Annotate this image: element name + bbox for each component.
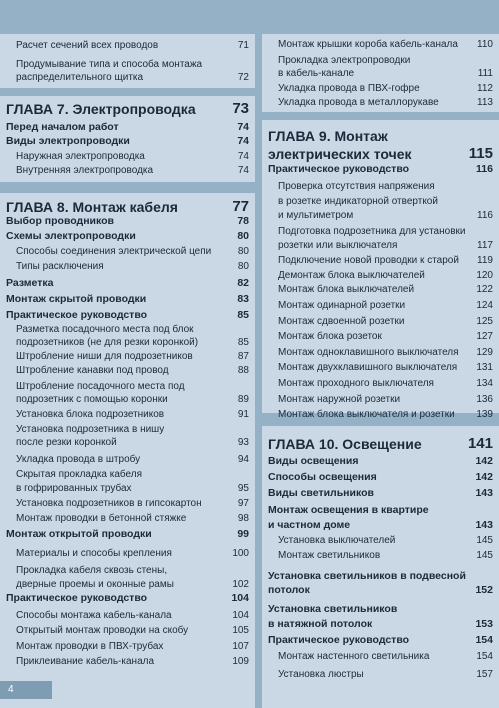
- toc-entry-page: 127: [476, 331, 493, 342]
- toc-entry-page: 82: [237, 277, 249, 289]
- toc-entry-page: 117: [477, 240, 493, 251]
- toc-entry-title: Виды электропроводки: [6, 134, 233, 149]
- toc-entry-title: Установка люстры: [278, 668, 472, 682]
- toc-entry-title: Монтаж блока розеток: [278, 330, 472, 344]
- toc-entry-page: 154: [476, 651, 493, 662]
- toc-entry-page: 100: [232, 548, 249, 559]
- toc-entry[interactable]: [262, 408, 499, 422]
- toc-entry[interactable]: [262, 650, 499, 664]
- toc-entry-title: Подключение новой проводки к старой: [278, 254, 473, 268]
- toc-entry-title: в кабель-канале: [278, 67, 474, 81]
- toc-entry[interactable]: [262, 549, 499, 563]
- toc-entry-title: Монтаж сдвоенной розетки: [278, 315, 472, 329]
- toc-section[interactable]: [0, 134, 255, 149]
- toc-chapter[interactable]: [262, 144, 499, 164]
- toc-entry-title: Укладка провода в ПВХ-гофре: [278, 82, 473, 96]
- toc-section[interactable]: [0, 591, 255, 606]
- toc-entry[interactable]: [0, 393, 255, 407]
- toc-entry-title: Монтаж проводки в бетонной стяжке: [16, 512, 234, 526]
- toc-entry-title: розетки или выключателя: [278, 239, 473, 253]
- toc-entry[interactable]: [0, 640, 255, 654]
- toc-entry[interactable]: [0, 323, 255, 337]
- toc-entry[interactable]: [262, 209, 499, 223]
- toc-entry[interactable]: [0, 423, 255, 437]
- toc-entry-page: 80: [237, 230, 249, 242]
- toc-entry-page: 122: [476, 284, 493, 295]
- toc-entry-page: 105: [232, 625, 249, 636]
- toc-entry[interactable]: [0, 164, 255, 178]
- toc-entry-page: 141: [467, 435, 493, 452]
- toc-entry[interactable]: [0, 624, 255, 638]
- toc-entry[interactable]: [262, 393, 499, 407]
- toc-entry[interactable]: [0, 436, 255, 450]
- toc-entry[interactable]: [0, 408, 255, 422]
- toc-entry-title: ГЛАВА 10. Освещение: [268, 434, 464, 454]
- toc-entry[interactable]: [0, 364, 255, 378]
- toc-entry-page: 142: [475, 471, 493, 483]
- toc-entry[interactable]: [262, 315, 499, 329]
- toc-entry-title: Установка блока подрозетников: [16, 408, 234, 422]
- toc-entry-title: Монтаж проводки в ПВХ-трубах: [16, 640, 228, 654]
- toc-entry-title: Монтаж одноклавишного выключателя: [278, 346, 472, 360]
- toc-entry-page: 116: [477, 210, 493, 221]
- toc-entry-page: 145: [476, 535, 493, 546]
- toc-entry[interactable]: [262, 283, 499, 297]
- toc-entry-page: 87: [237, 351, 249, 362]
- toc-entry-title: Практическое руководство: [268, 633, 471, 648]
- toc-section[interactable]: [0, 308, 255, 323]
- toc-entry-page: 113: [477, 97, 493, 108]
- toc-entry-page: 152: [475, 584, 493, 596]
- toc-section[interactable]: [0, 276, 255, 291]
- toc-entry-page: 110: [477, 39, 493, 50]
- toc-entry-title: Укладка провода в металлорукаве: [278, 96, 473, 110]
- toc-entry-title: распределительного щитка: [16, 71, 234, 85]
- toc-section[interactable]: [262, 569, 499, 584]
- toc-entry[interactable]: [0, 39, 255, 53]
- toc-entry[interactable]: [0, 336, 255, 350]
- toc-entry-page: 74: [237, 135, 249, 147]
- toc-section[interactable]: [0, 214, 255, 229]
- toc-entry-title: в гофрированных трубах: [16, 482, 234, 496]
- toc-entry[interactable]: [0, 453, 255, 467]
- toc-entry[interactable]: [0, 380, 255, 394]
- toc-entry-page: 145: [476, 550, 493, 561]
- toc-entry[interactable]: [0, 547, 255, 561]
- toc-entry[interactable]: [0, 245, 255, 259]
- toc-entry-title: в натяжной потолок: [268, 617, 471, 632]
- toc-entry-title: Перед началом работ: [6, 120, 233, 135]
- toc-entry[interactable]: [262, 195, 499, 209]
- toc-entry[interactable]: [262, 239, 499, 253]
- toc-entry-title: Монтаж освещения в квартире: [268, 504, 429, 516]
- toc-entry-title: Штробление ниши для подрозетников: [16, 350, 234, 364]
- toc-entry-title: дверные проемы и оконные рамы: [16, 578, 228, 592]
- toc-entry[interactable]: [262, 67, 499, 81]
- toc-entry-title: Виды освещения: [268, 454, 471, 469]
- toc-entry-page: 94: [237, 454, 249, 465]
- toc-entry-title: Практическое руководство: [6, 308, 233, 323]
- toc-entry[interactable]: [262, 96, 499, 110]
- toc-section[interactable]: [0, 292, 255, 307]
- toc-entry[interactable]: [0, 468, 255, 482]
- toc-entry-page: 97: [237, 498, 249, 509]
- toc-entry-title: Типы расключения: [16, 260, 234, 274]
- toc-entry-title: Прокладка электропроводки: [278, 55, 411, 66]
- toc-entry-page: 115: [468, 145, 493, 162]
- toc-entry[interactable]: [0, 71, 255, 85]
- toc-entry-title: Приклеивание кабель-канала: [16, 655, 228, 669]
- toc-entry-title: Проверка отсутствия напряжения: [278, 181, 435, 192]
- toc-entry[interactable]: [0, 350, 255, 364]
- toc-entry-title: и частном доме: [268, 518, 471, 533]
- toc-entry[interactable]: [0, 655, 255, 669]
- toc-entry-page: 129: [476, 347, 493, 358]
- toc-section[interactable]: [262, 617, 499, 632]
- toc-entry-page: 102: [232, 579, 249, 590]
- toc-entry-title: Установка подрозетников в гипсокартон: [16, 497, 234, 511]
- toc-entry-page: 71: [237, 40, 249, 51]
- toc-section[interactable]: [262, 602, 499, 617]
- toc-entry[interactable]: [262, 668, 499, 682]
- toc-entry-page: 142: [475, 455, 493, 467]
- toc-entry[interactable]: [0, 482, 255, 496]
- toc-section[interactable]: [0, 120, 255, 135]
- toc-entry-page: 112: [477, 83, 493, 94]
- toc-entry-page: 157: [476, 669, 493, 680]
- toc-entry-title: в розетке индикаторной отверткой: [278, 196, 438, 207]
- toc-entry-title: Подготовка подрозетника для установки: [278, 226, 466, 237]
- toc-entry-page: 109: [232, 656, 249, 667]
- toc-entry-page: 77: [232, 198, 249, 215]
- toc-chapter[interactable]: [0, 99, 255, 119]
- toc-entry-page: 143: [475, 519, 493, 531]
- toc-entry-title: Монтаж светильников: [278, 549, 472, 563]
- toc-entry-title: Монтаж настенного светильника: [278, 650, 472, 664]
- toc-entry-page: 80: [237, 261, 249, 272]
- toc-section[interactable]: [262, 503, 499, 518]
- toc-entry-title: Практическое руководство: [268, 162, 472, 177]
- toc-entry-page: 89: [237, 394, 249, 405]
- toc-entry-page: 78: [237, 215, 249, 227]
- toc-entry-title: Схемы электропроводки: [6, 229, 233, 244]
- toc-entry-title: Способы освещения: [268, 470, 471, 485]
- page-number: 4: [0, 681, 52, 699]
- toc-entry-title: Монтаж блока выключателей: [278, 283, 472, 297]
- toc-entry-title: ГЛАВА 9. Монтаж: [268, 128, 388, 144]
- toc-entry[interactable]: [0, 497, 255, 511]
- toc-entry-title: Разметка: [6, 276, 233, 291]
- toc-section[interactable]: [262, 162, 499, 177]
- toc-entry-page: 74: [237, 121, 249, 133]
- toc-entry-page: 125: [476, 316, 493, 327]
- toc-entry-title: Материалы и способы крепления: [16, 547, 228, 561]
- toc-entry-title: ГЛАВА 7. Электропроводка: [6, 99, 228, 119]
- toc-entry[interactable]: [262, 361, 499, 375]
- toc-entry[interactable]: [262, 254, 499, 268]
- toc-chapter[interactable]: [262, 126, 499, 146]
- toc-entry-page: 98: [237, 513, 249, 524]
- toc-entry-title: Наружная электропроводка: [16, 150, 234, 164]
- toc-entry-page: 73: [232, 100, 249, 117]
- toc-entry-title: после резки коронкой: [16, 436, 234, 450]
- toc-entry-page: 124: [476, 300, 493, 311]
- toc-entry-page: 93: [237, 437, 249, 448]
- toc-entry-title: электрических точек: [268, 144, 465, 164]
- toc-entry-page: 74: [237, 165, 249, 176]
- toc-entry-page: 104: [232, 610, 249, 621]
- toc-entry-title: ГЛАВА 8. Монтаж кабеля: [6, 197, 228, 217]
- toc-entry-page: 119: [477, 255, 493, 266]
- toc-entry[interactable]: [262, 269, 499, 283]
- toc-entry-page: 134: [476, 378, 493, 389]
- toc-entry-title: Разметка посадочного места под блок: [16, 324, 194, 335]
- toc-entry-title: Монтаж двухклавишного выключателя: [278, 361, 472, 375]
- toc-entry-title: Монтаж наружной розетки: [278, 393, 472, 407]
- toc-entry-page: 72: [237, 72, 249, 83]
- toc-entry-page: 131: [476, 362, 493, 373]
- toc-entry-title: Прокладка кабеля сквозь стены,: [16, 565, 168, 576]
- toc-section[interactable]: [0, 229, 255, 244]
- toc-entry-title: подрозетник с помощью коронки: [16, 393, 234, 407]
- toc-entry-page: 154: [475, 634, 493, 646]
- toc-section[interactable]: [262, 470, 499, 485]
- toc-entry[interactable]: [262, 38, 499, 52]
- toc-right-column: [262, 0, 499, 699]
- toc-entry[interactable]: [262, 534, 499, 548]
- toc-entry-title: Практическое руководство: [6, 591, 227, 606]
- toc-entry[interactable]: [0, 609, 255, 623]
- toc-entry-title: Штробление канавки под провод: [16, 364, 234, 378]
- toc-entry-page: 120: [476, 270, 493, 281]
- toc-section[interactable]: [0, 527, 255, 542]
- toc-entry[interactable]: [262, 330, 499, 344]
- toc-entry[interactable]: [0, 58, 255, 72]
- toc-entry-title: Скрытая прокладка кабеля: [16, 469, 143, 480]
- toc-entry-page: 74: [237, 151, 249, 162]
- toc-entry-page: 153: [475, 618, 493, 630]
- toc-entry-title: Монтаж крышки короба кабель-канала: [278, 38, 473, 52]
- toc-entry-title: Способы соединения электрической цепи: [16, 245, 234, 259]
- toc-entry-title: потолок: [268, 583, 471, 598]
- toc-entry-title: Открытый монтаж проводки на скобу: [16, 624, 228, 638]
- toc-entry-title: Монтаж блока выключателя и розетки: [278, 408, 472, 422]
- toc-entry-title: Виды светильников: [268, 486, 471, 501]
- toc-entry-title: Способы монтажа кабель-канала: [16, 609, 228, 623]
- toc-entry-title: Выбор проводников: [6, 214, 233, 229]
- toc-entry[interactable]: [0, 512, 255, 526]
- toc-entry[interactable]: [262, 225, 499, 239]
- toc-section[interactable]: [262, 518, 499, 533]
- toc-section[interactable]: [262, 583, 499, 598]
- toc-entry-title: Монтаж скрытой проводки: [6, 292, 233, 307]
- toc-entry-page: 143: [475, 487, 493, 499]
- toc-section[interactable]: [262, 633, 499, 648]
- toc-section[interactable]: [262, 454, 499, 469]
- toc-entry[interactable]: [0, 260, 255, 274]
- toc-entry-title: Установка светильников в подвесной: [268, 570, 466, 582]
- toc-entry-page: 111: [477, 68, 493, 79]
- toc-entry-page: 99: [237, 528, 249, 540]
- toc-entry-page: 136: [476, 394, 493, 405]
- toc-entry-title: Демонтаж блока выключателей: [278, 269, 472, 283]
- toc-entry-title: Внутренняя электропроводка: [16, 164, 234, 178]
- toc-entry-page: 91: [237, 409, 249, 420]
- toc-entry-title: Монтаж открытой проводки: [6, 527, 233, 542]
- toc-entry-page: 88: [237, 365, 249, 376]
- toc-section[interactable]: [262, 486, 499, 501]
- toc-chapter[interactable]: [262, 434, 499, 454]
- toc-entry-page: 83: [237, 293, 249, 305]
- toc-entry-page: 104: [231, 592, 249, 604]
- toc-entry[interactable]: [262, 180, 499, 194]
- toc-entry-title: Монтаж одинарной розетки: [278, 299, 472, 313]
- toc-entry-title: Установка светильников: [268, 603, 398, 615]
- toc-entry[interactable]: [0, 578, 255, 592]
- toc-entry-page: 107: [232, 641, 249, 652]
- toc-entry-title: Штробление посадочного места под: [16, 381, 185, 392]
- toc-entry-title: Установка подрозетника в нишу: [16, 424, 165, 435]
- toc-entry-title: Продумывание типа и способа монтажа: [16, 59, 203, 70]
- toc-entry-title: Расчет сечений всех проводов: [16, 39, 234, 53]
- toc-entry[interactable]: [262, 299, 499, 313]
- toc-entry[interactable]: [262, 82, 499, 96]
- toc-entry[interactable]: [262, 346, 499, 360]
- toc-entry[interactable]: [0, 564, 255, 578]
- toc-entry-page: 116: [476, 163, 493, 175]
- toc-entry-page: 95: [237, 483, 249, 494]
- toc-entry[interactable]: [0, 150, 255, 164]
- toc-entry-title: Установка выключателей: [278, 534, 472, 548]
- toc-entry-title: Монтаж проходного выключателя: [278, 377, 472, 391]
- toc-entry-page: 80: [237, 246, 249, 257]
- toc-entry-title: и мультиметром: [278, 209, 473, 223]
- toc-entry-page: 85: [237, 309, 249, 321]
- toc-entry-title: подрозетников (не для резки коронкой): [16, 336, 234, 350]
- toc-entry-title: Укладка провода в штробу: [16, 453, 234, 467]
- toc-entry-page: 139: [476, 409, 493, 420]
- toc-entry[interactable]: [262, 377, 499, 391]
- toc-entry-page: 85: [237, 337, 249, 348]
- toc-entry[interactable]: [262, 54, 499, 68]
